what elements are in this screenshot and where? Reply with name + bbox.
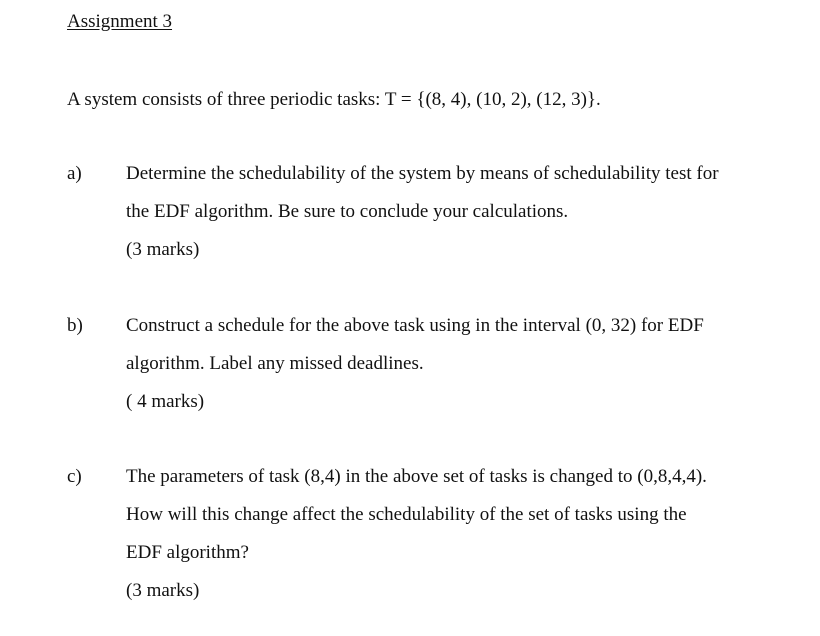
question-a-line-2: the EDF algorithm. Be sure to conclude your calculations. xyxy=(126,201,569,222)
question-a-marks: (3 marks) xyxy=(126,239,200,260)
question-c-line-1: The parameters of task (8,4) in the above set of tasks is changed to (0,8,4,4). xyxy=(126,466,707,487)
question-c-line-3: EDF algorithm? xyxy=(126,542,249,563)
question-a-label: a) xyxy=(67,163,82,184)
question-c-marks: (3 marks) xyxy=(126,580,200,601)
question-c-label: c) xyxy=(67,466,82,487)
question-c-line-2: How will this change affect the schedulability of the set of tasks using the xyxy=(126,504,687,525)
intro-text: A system consists of three periodic tasks: T = {(8, 4), (10, 2), (12, 3)}. xyxy=(67,89,601,110)
question-b-line-2: algorithm. Label any missed deadlines. xyxy=(126,353,424,374)
assignment-title: Assignment 3 xyxy=(67,11,173,32)
question-b-marks: ( 4 marks) xyxy=(126,391,205,412)
question-b-line-1: Construct a schedule for the above task using in the interval (0, 32) for EDF xyxy=(126,315,704,336)
question-a-line-1: Determine the schedulability of the system by means of schedulability test for xyxy=(126,163,719,184)
question-b-label: b) xyxy=(67,315,83,336)
